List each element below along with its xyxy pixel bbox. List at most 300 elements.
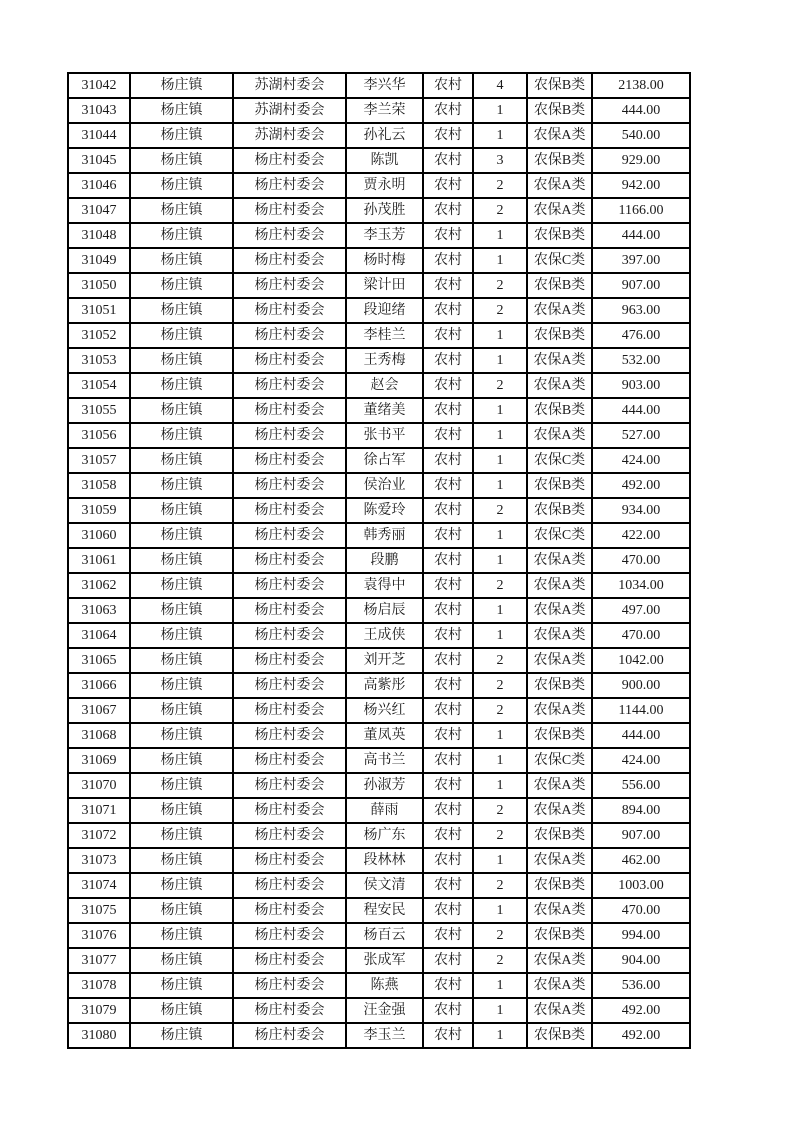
table-row [68,123,690,148]
cell-category: 农保B类 [527,273,592,298]
cell-village: 杨庄村委会 [233,473,346,498]
cell-id: 31070 [68,773,130,798]
cell-village: 苏湖村委会 [233,123,346,148]
cell-town: 杨庄镇 [130,323,233,348]
cell-id: 31053 [68,348,130,373]
cell-count: 1 [473,848,527,873]
cell-name: 李玉芳 [346,223,423,248]
cell-id: 31076 [68,923,130,948]
cell-residence: 农村 [423,573,473,598]
cell-id: 31074 [68,873,130,898]
cell-town: 杨庄镇 [130,248,233,273]
cell-count: 1 [473,348,527,373]
cell-name: 程安民 [346,898,423,923]
cell-town: 杨庄镇 [130,873,233,898]
cell-amount: 492.00 [592,998,690,1023]
cell-residence: 农村 [423,73,473,98]
cell-amount: 532.00 [592,348,690,373]
cell-residence: 农村 [423,223,473,248]
table-row [68,873,690,898]
cell-residence: 农村 [423,298,473,323]
cell-id: 31058 [68,473,130,498]
cell-village: 杨庄村委会 [233,823,346,848]
cell-residence: 农村 [423,348,473,373]
cell-id: 31042 [68,73,130,98]
cell-village: 杨庄村委会 [233,1023,346,1048]
cell-name: 韩秀丽 [346,523,423,548]
cell-count: 2 [473,298,527,323]
cell-town: 杨庄镇 [130,423,233,448]
cell-residence: 农村 [423,748,473,773]
cell-town: 杨庄镇 [130,748,233,773]
cell-town: 杨庄镇 [130,973,233,998]
cell-name: 杨启辰 [346,598,423,623]
table-row [68,573,690,598]
cell-village: 杨庄村委会 [233,398,346,423]
cell-village: 杨庄村委会 [233,373,346,398]
cell-village: 杨庄村委会 [233,423,346,448]
cell-amount: 929.00 [592,148,690,173]
cell-category: 农保A类 [527,423,592,448]
cell-count: 2 [473,173,527,198]
cell-id: 31080 [68,1023,130,1048]
cell-town: 杨庄镇 [130,923,233,948]
cell-residence: 农村 [423,523,473,548]
cell-id: 31052 [68,323,130,348]
cell-town: 杨庄镇 [130,348,233,373]
cell-village: 苏湖村委会 [233,73,346,98]
cell-residence: 农村 [423,873,473,898]
table-row [68,523,690,548]
cell-category: 农保A类 [527,373,592,398]
cell-id: 31057 [68,448,130,473]
cell-village: 杨庄村委会 [233,898,346,923]
cell-amount: 424.00 [592,448,690,473]
cell-category: 农保A类 [527,973,592,998]
cell-town: 杨庄镇 [130,823,233,848]
cell-name: 王秀梅 [346,348,423,373]
cell-category: 农保B类 [527,98,592,123]
cell-count: 1 [473,523,527,548]
cell-name: 刘开芝 [346,648,423,673]
cell-name: 汪金强 [346,998,423,1023]
cell-village: 杨庄村委会 [233,698,346,723]
cell-residence: 农村 [423,773,473,798]
cell-residence: 农村 [423,198,473,223]
cell-category: 农保A类 [527,298,592,323]
cell-id: 31050 [68,273,130,298]
cell-id: 31051 [68,298,130,323]
cell-village: 杨庄村委会 [233,598,346,623]
cell-town: 杨庄镇 [130,1023,233,1048]
cell-category: 农保B类 [527,873,592,898]
table-row [68,798,690,823]
cell-residence: 农村 [423,548,473,573]
table-row [68,173,690,198]
cell-town: 杨庄镇 [130,673,233,698]
cell-village: 杨庄村委会 [233,748,346,773]
cell-id: 31078 [68,973,130,998]
cell-residence: 农村 [423,623,473,648]
cell-count: 1 [473,223,527,248]
cell-id: 31047 [68,198,130,223]
cell-amount: 1144.00 [592,698,690,723]
cell-category: 农保B类 [527,1023,592,1048]
cell-residence: 农村 [423,398,473,423]
cell-town: 杨庄镇 [130,573,233,598]
cell-town: 杨庄镇 [130,398,233,423]
cell-name: 侯文清 [346,873,423,898]
cell-village: 杨庄村委会 [233,148,346,173]
cell-town: 杨庄镇 [130,848,233,873]
cell-name: 杨百云 [346,923,423,948]
cell-town: 杨庄镇 [130,648,233,673]
cell-amount: 894.00 [592,798,690,823]
table-row [68,848,690,873]
cell-count: 1 [473,973,527,998]
cell-residence: 农村 [423,798,473,823]
table-row [68,423,690,448]
cell-count: 1 [473,248,527,273]
cell-village: 杨庄村委会 [233,798,346,823]
cell-id: 31055 [68,398,130,423]
cell-count: 2 [473,498,527,523]
cell-count: 1 [473,748,527,773]
cell-amount: 934.00 [592,498,690,523]
table-row [68,398,690,423]
cell-town: 杨庄镇 [130,523,233,548]
cell-amount: 444.00 [592,223,690,248]
cell-residence: 农村 [423,498,473,523]
cell-name: 杨时梅 [346,248,423,273]
table-row [68,498,690,523]
cell-category: 农保C类 [527,448,592,473]
cell-id: 31056 [68,423,130,448]
cell-residence: 农村 [423,723,473,748]
cell-id: 31072 [68,823,130,848]
cell-amount: 444.00 [592,98,690,123]
cell-category: 农保B类 [527,323,592,348]
table-row [68,698,690,723]
cell-name: 段鹏 [346,548,423,573]
table-row [68,348,690,373]
cell-residence: 农村 [423,323,473,348]
table-row [68,248,690,273]
cell-count: 2 [473,798,527,823]
cell-amount: 904.00 [592,948,690,973]
cell-count: 1 [473,98,527,123]
cell-town: 杨庄镇 [130,173,233,198]
cell-id: 31079 [68,998,130,1023]
cell-residence: 农村 [423,998,473,1023]
cell-count: 2 [473,198,527,223]
cell-town: 杨庄镇 [130,698,233,723]
table-row [68,1023,690,1048]
cell-category: 农保B类 [527,923,592,948]
cell-name: 董凤英 [346,723,423,748]
cell-category: 农保B类 [527,673,592,698]
cell-id: 31049 [68,248,130,273]
cell-village: 杨庄村委会 [233,998,346,1023]
table-row [68,973,690,998]
cell-amount: 422.00 [592,523,690,548]
cell-name: 高书兰 [346,748,423,773]
cell-town: 杨庄镇 [130,998,233,1023]
cell-category: 农保A类 [527,598,592,623]
cell-residence: 农村 [423,948,473,973]
cell-village: 杨庄村委会 [233,923,346,948]
cell-category: 农保C类 [527,523,592,548]
cell-category: 农保B类 [527,223,592,248]
cell-count: 1 [473,398,527,423]
cell-village: 杨庄村委会 [233,223,346,248]
cell-category: 农保A类 [527,948,592,973]
cell-category: 农保A类 [527,848,592,873]
cell-residence: 农村 [423,898,473,923]
cell-count: 1 [473,598,527,623]
cell-town: 杨庄镇 [130,123,233,148]
cell-amount: 1003.00 [592,873,690,898]
cell-village: 杨庄村委会 [233,198,346,223]
table-row [68,323,690,348]
cell-village: 杨庄村委会 [233,873,346,898]
cell-count: 1 [473,548,527,573]
cell-name: 李兴华 [346,73,423,98]
cell-amount: 903.00 [592,373,690,398]
cell-amount: 556.00 [592,773,690,798]
cell-town: 杨庄镇 [130,298,233,323]
cell-amount: 527.00 [592,423,690,448]
cell-residence: 农村 [423,648,473,673]
cell-town: 杨庄镇 [130,773,233,798]
cell-count: 1 [473,423,527,448]
cell-village: 杨庄村委会 [233,273,346,298]
cell-town: 杨庄镇 [130,498,233,523]
cell-village: 杨庄村委会 [233,298,346,323]
cell-count: 1 [473,473,527,498]
cell-name: 赵会 [346,373,423,398]
cell-amount: 907.00 [592,823,690,848]
cell-residence: 农村 [423,273,473,298]
cell-count: 2 [473,373,527,398]
cell-name: 张成军 [346,948,423,973]
table-row [68,998,690,1023]
cell-name: 孙茂胜 [346,198,423,223]
table-row [68,198,690,223]
cell-residence: 农村 [423,923,473,948]
cell-amount: 497.00 [592,598,690,623]
cell-id: 31064 [68,623,130,648]
cell-village: 杨庄村委会 [233,173,346,198]
cell-count: 2 [473,873,527,898]
cell-id: 31059 [68,498,130,523]
cell-town: 杨庄镇 [130,548,233,573]
cell-residence: 农村 [423,598,473,623]
cell-category: 农保A类 [527,648,592,673]
cell-amount: 1166.00 [592,198,690,223]
table-row [68,898,690,923]
cell-count: 2 [473,923,527,948]
cell-residence: 农村 [423,173,473,198]
cell-name: 高紫彤 [346,673,423,698]
cell-town: 杨庄镇 [130,73,233,98]
cell-count: 2 [473,648,527,673]
cell-village: 杨庄村委会 [233,723,346,748]
cell-residence: 农村 [423,1023,473,1048]
table-row [68,748,690,773]
cell-residence: 农村 [423,148,473,173]
cell-name: 杨兴红 [346,698,423,723]
cell-residence: 农村 [423,973,473,998]
cell-category: 农保A类 [527,573,592,598]
cell-name: 孙礼云 [346,123,423,148]
cell-residence: 农村 [423,673,473,698]
cell-residence: 农村 [423,848,473,873]
cell-count: 2 [473,823,527,848]
cell-category: 农保A类 [527,348,592,373]
cell-id: 31071 [68,798,130,823]
cell-count: 1 [473,323,527,348]
cell-name: 侯治业 [346,473,423,498]
cell-name: 张书平 [346,423,423,448]
cell-amount: 963.00 [592,298,690,323]
cell-name: 陈凯 [346,148,423,173]
cell-residence: 农村 [423,248,473,273]
cell-amount: 492.00 [592,473,690,498]
cell-village: 杨庄村委会 [233,773,346,798]
cell-town: 杨庄镇 [130,198,233,223]
cell-village: 杨庄村委会 [233,623,346,648]
cell-category: 农保A类 [527,773,592,798]
cell-town: 杨庄镇 [130,623,233,648]
cell-village: 杨庄村委会 [233,648,346,673]
cell-amount: 994.00 [592,923,690,948]
cell-town: 杨庄镇 [130,473,233,498]
cell-id: 31075 [68,898,130,923]
cell-count: 1 [473,1023,527,1048]
cell-residence: 农村 [423,698,473,723]
cell-name: 袁得中 [346,573,423,598]
cell-village: 杨庄村委会 [233,573,346,598]
cell-town: 杨庄镇 [130,723,233,748]
table-body [68,73,690,1048]
cell-amount: 444.00 [592,723,690,748]
cell-name: 孙淑芳 [346,773,423,798]
table-row [68,148,690,173]
cell-category: 农保B类 [527,148,592,173]
cell-count: 2 [473,698,527,723]
cell-id: 31067 [68,698,130,723]
cell-count: 4 [473,73,527,98]
cell-category: 农保A类 [527,123,592,148]
cell-category: 农保A类 [527,173,592,198]
cell-village: 杨庄村委会 [233,248,346,273]
table-row [68,298,690,323]
cell-village: 杨庄村委会 [233,973,346,998]
cell-category: 农保A类 [527,198,592,223]
cell-category: 农保C类 [527,248,592,273]
cell-count: 1 [473,723,527,748]
cell-residence: 农村 [423,423,473,448]
cell-count: 1 [473,623,527,648]
cell-village: 苏湖村委会 [233,98,346,123]
cell-category: 农保A类 [527,548,592,573]
cell-id: 31066 [68,673,130,698]
cell-amount: 397.00 [592,248,690,273]
cell-name: 陈爱玲 [346,498,423,523]
cell-count: 2 [473,673,527,698]
cell-residence: 农村 [423,448,473,473]
cell-category: 农保A类 [527,898,592,923]
cell-amount: 900.00 [592,673,690,698]
cell-town: 杨庄镇 [130,798,233,823]
cell-category: 农保B类 [527,398,592,423]
cell-amount: 470.00 [592,898,690,923]
cell-village: 杨庄村委会 [233,673,346,698]
cell-name: 段林林 [346,848,423,873]
cell-id: 31046 [68,173,130,198]
cell-town: 杨庄镇 [130,373,233,398]
cell-id: 31068 [68,723,130,748]
cell-amount: 540.00 [592,123,690,148]
cell-village: 杨庄村委会 [233,448,346,473]
cell-count: 2 [473,948,527,973]
cell-residence: 农村 [423,98,473,123]
table-row [68,823,690,848]
cell-count: 3 [473,148,527,173]
cell-id: 31063 [68,598,130,623]
table-row [68,923,690,948]
cell-name: 贾永明 [346,173,423,198]
table-row [68,723,690,748]
cell-town: 杨庄镇 [130,948,233,973]
table-row [68,773,690,798]
cell-amount: 1042.00 [592,648,690,673]
table-row [68,223,690,248]
cell-category: 农保A类 [527,698,592,723]
table-row [68,648,690,673]
cell-town: 杨庄镇 [130,448,233,473]
cell-id: 31065 [68,648,130,673]
table-row [68,473,690,498]
cell-id: 31061 [68,548,130,573]
cell-town: 杨庄镇 [130,598,233,623]
cell-amount: 444.00 [592,398,690,423]
cell-name: 杨广东 [346,823,423,848]
cell-count: 1 [473,448,527,473]
cell-town: 杨庄镇 [130,223,233,248]
cell-id: 31073 [68,848,130,873]
cell-category: 农保B类 [527,723,592,748]
cell-name: 李兰荣 [346,98,423,123]
cell-name: 王成侠 [346,623,423,648]
cell-count: 1 [473,123,527,148]
cell-amount: 470.00 [592,623,690,648]
table-row [68,673,690,698]
cell-village: 杨庄村委会 [233,548,346,573]
cell-count: 1 [473,773,527,798]
cell-name: 梁计田 [346,273,423,298]
cell-count: 2 [473,573,527,598]
cell-id: 31043 [68,98,130,123]
table-row [68,598,690,623]
cell-village: 杨庄村委会 [233,498,346,523]
cell-category: 农保A类 [527,798,592,823]
table-row [68,948,690,973]
cell-id: 31054 [68,373,130,398]
cell-residence: 农村 [423,373,473,398]
cell-amount: 2138.00 [592,73,690,98]
